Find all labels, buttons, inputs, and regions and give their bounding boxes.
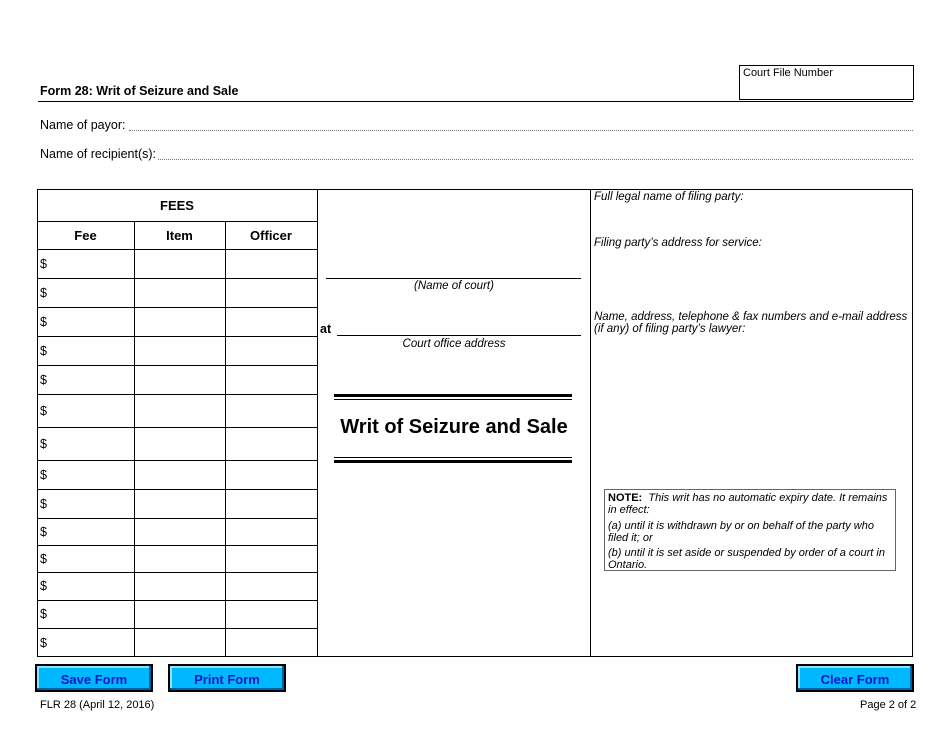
lawyer-info-label: Name, address, telephone & fax numbers and e-mail address (if any) of filing party’s lawyer: (594, 311, 908, 335)
note-line-3: (b) until it is set aside or suspended by order of a court in Ontario. (608, 547, 885, 571)
fee-row-rule (37, 572, 317, 573)
fees-title: FEES (160, 198, 194, 213)
fee-row-rule (37, 394, 317, 395)
fee-column-header: Fee (74, 228, 97, 243)
item-column-header: Item (166, 228, 193, 243)
fee-row-rule (37, 336, 317, 337)
fee-row-rule (37, 628, 317, 629)
fee-amount-input[interactable]: $ (40, 286, 47, 300)
title-rule-bottom (334, 460, 572, 463)
note-line-2: (a) until it is withdrawn by or on behalf of the party who filed it; or (608, 520, 874, 544)
recipient-label: Name of recipient(s): (40, 147, 157, 161)
fee-row-rule (37, 249, 317, 250)
fee-amount-input[interactable]: $ (40, 315, 47, 329)
fee-amount-input[interactable]: $ (40, 552, 47, 566)
fee-amount-input[interactable]: $ (40, 257, 47, 271)
payor-label: Name of payor: (40, 118, 126, 132)
fee-row-rule (37, 460, 317, 461)
fee-amount-input[interactable]: $ (40, 437, 47, 451)
header-rule (38, 101, 913, 102)
fee-amount-input[interactable]: $ (40, 579, 47, 593)
fee-row-rule (37, 518, 317, 519)
writ-title: Writ of Seizure and Sale (340, 416, 568, 438)
fee-row-rule (37, 545, 317, 546)
note-heading: NOTE: (608, 492, 643, 504)
form-title: Form 28: Writ of Seizure and Sale (40, 84, 239, 98)
fee-amount-input[interactable]: $ (40, 525, 47, 539)
title-rule-top-thin (334, 399, 572, 400)
note-text-1: This writ has no automatic expiry date. It remains in effect: (608, 492, 888, 516)
at-label: at (320, 322, 332, 336)
party-divider (590, 189, 591, 657)
recipient-input[interactable] (158, 159, 913, 160)
court-office-address-input[interactable] (337, 335, 581, 336)
fee-amount-input[interactable]: $ (40, 636, 47, 650)
fee-amount-input[interactable]: $ (40, 607, 47, 621)
print-form-button[interactable]: Print Form (168, 664, 286, 692)
fee-row-rule (37, 278, 317, 279)
save-form-button[interactable]: Save Form (35, 664, 153, 692)
payor-input[interactable] (129, 130, 913, 131)
fee-amount-input[interactable]: $ (40, 468, 47, 482)
item-officer-divider (225, 221, 226, 657)
form-id-footer: FLR 28 (April 12, 2016) (40, 699, 155, 711)
fee-amount-input[interactable]: $ (40, 373, 47, 387)
fee-item-divider (134, 221, 135, 657)
fee-row-rule (37, 489, 317, 490)
court-office-address-label: Court office address (402, 338, 506, 350)
court-file-number-box[interactable] (739, 65, 914, 100)
officer-column-header: Officer (250, 228, 292, 243)
name-of-court-label: (Name of court) (414, 280, 494, 292)
fee-row-rule (37, 365, 317, 366)
clear-form-button[interactable]: Clear Form (796, 664, 914, 692)
name-of-court-input[interactable] (326, 278, 581, 279)
page-number-footer: Page 2 of 2 (860, 699, 917, 711)
fee-row-rule (37, 427, 317, 428)
title-rule-top (334, 394, 572, 397)
fee-amount-input[interactable]: $ (40, 344, 47, 358)
filing-party-name-label: Full legal name of filing party: (594, 191, 744, 203)
fees-title-rule (37, 221, 317, 222)
fee-row-rule (37, 307, 317, 308)
note-line-1 (608, 492, 890, 516)
filing-party-address-label: Filing party’s address for service: (594, 237, 762, 249)
court-file-number-label: Court File Number (743, 67, 833, 79)
title-rule-bottom-thin (334, 457, 572, 458)
fee-row-rule (37, 600, 317, 601)
fee-amount-input[interactable]: $ (40, 404, 47, 418)
fee-amount-input[interactable]: $ (40, 497, 47, 511)
